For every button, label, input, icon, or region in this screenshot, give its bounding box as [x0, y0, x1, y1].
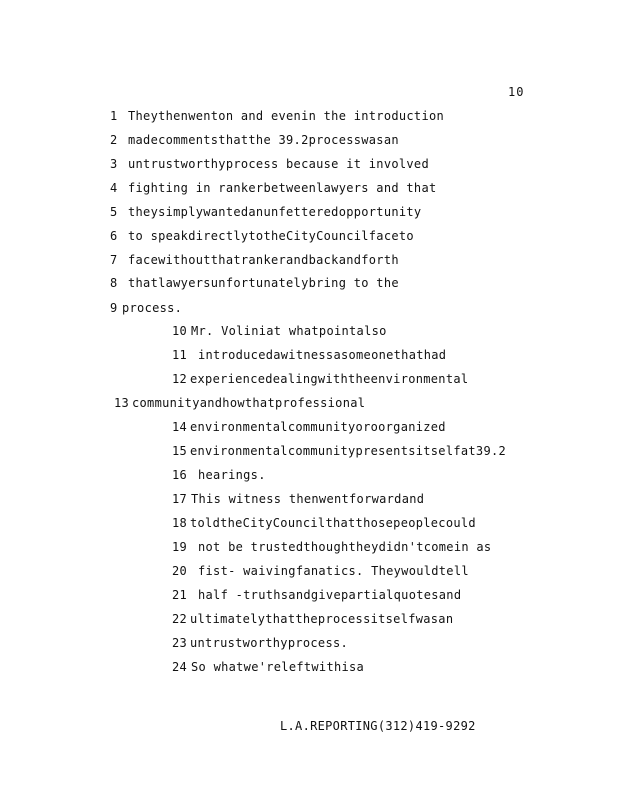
transcript-line — [172, 492, 424, 506]
line-text: half -truthsandgivepartialquotesand — [198, 588, 462, 602]
line-number: 1 — [110, 109, 118, 123]
line-number: 16 — [172, 468, 188, 482]
line-number: 13 — [114, 396, 130, 410]
line-text: environmentalcommunitypresentsitselfat39.2 — [190, 444, 507, 458]
transcript-line — [110, 157, 429, 171]
line-text: So whatwe'releftwithisa — [191, 660, 365, 674]
line-text: environmentalcommunityoroorganized — [190, 420, 446, 434]
line-text: ultimatelythattheprocessitselfwasan — [190, 612, 454, 626]
line-number: 24 — [172, 660, 188, 674]
transcript-line — [110, 205, 421, 219]
transcript-line — [172, 660, 364, 674]
transcript-line — [172, 564, 469, 578]
transcript-line — [110, 253, 399, 267]
line-number: 7 — [110, 253, 118, 267]
line-number: 23 — [172, 636, 188, 650]
line-number: 15 — [172, 444, 188, 458]
line-number: 3 — [110, 157, 118, 171]
line-text: to speakdirectlytotheCityCouncilfaceto — [128, 229, 414, 243]
line-text: hearings. — [198, 468, 266, 482]
transcript-line — [110, 229, 414, 243]
transcript-line — [110, 276, 399, 290]
line-number: 8 — [110, 276, 118, 290]
line-number: 18 — [172, 516, 188, 530]
line-number: 20 — [172, 564, 188, 578]
line-text: communityandhowthatprofessional — [132, 396, 366, 410]
line-text: untrustworthyprocess because it involved — [128, 157, 429, 171]
transcript-line — [172, 324, 387, 338]
line-text: This witness thenwentforwardand — [191, 492, 425, 506]
line-number: 22 — [172, 612, 188, 626]
transcript-line — [172, 468, 266, 482]
page-number: 10 — [508, 85, 525, 99]
line-text: toldtheCityCouncilthatthosepeoplecould — [190, 516, 476, 530]
transcript-line — [172, 636, 348, 650]
line-text: theysimplywantedanunfetteredopportunity — [128, 205, 422, 219]
transcript-line — [110, 181, 437, 195]
line-text: process. — [122, 301, 183, 315]
line-text: Mr. Voliniat whatpointalso — [191, 324, 387, 338]
line-number: 14 — [172, 420, 188, 434]
reporter-footer: L.A.REPORTING(312)419-9292 — [280, 719, 476, 733]
line-number: 4 — [110, 181, 118, 195]
line-text: untrustworthyprocess. — [190, 636, 349, 650]
line-number: 17 — [172, 492, 188, 506]
line-number: 9 — [110, 301, 118, 315]
line-number: 11 — [172, 348, 188, 362]
transcript-line — [172, 420, 446, 434]
line-number: 6 — [110, 229, 118, 243]
line-number: 19 — [172, 540, 188, 554]
line-number: 5 — [110, 205, 118, 219]
transcript-line — [172, 444, 506, 458]
transcript-line — [114, 396, 365, 410]
transcript-line — [172, 348, 446, 362]
line-text: madecommentsthatthe 39.2processwasan — [128, 133, 399, 147]
transcript-line — [110, 133, 399, 147]
line-text: introducedawitnessasomeonethathad — [198, 348, 447, 362]
line-text: Theythenwenton and evenin the introduction — [128, 109, 445, 123]
transcript-line — [172, 588, 461, 602]
line-text: thatlawyersunfortunatelybring to the — [128, 276, 399, 290]
transcript-line — [110, 109, 444, 123]
line-text: not be trustedthoughtheydidn'tcomein as — [198, 540, 492, 554]
line-number: 21 — [172, 588, 188, 602]
line-number: 12 — [172, 372, 188, 386]
line-text: fist- waivingfanatics. Theywouldtell — [198, 564, 469, 578]
line-text: experiencedealingwiththeenvironmental — [190, 372, 469, 386]
line-text: facewithoutthatrankerandbackandforth — [128, 253, 399, 267]
transcript-line — [172, 612, 453, 626]
transcript-line — [172, 372, 468, 386]
line-number: 10 — [172, 324, 188, 338]
line-number: 2 — [110, 133, 118, 147]
transcript-line — [110, 301, 182, 315]
transcript-line — [172, 540, 491, 554]
line-text: fighting in rankerbetweenlawyers and that — [128, 181, 437, 195]
transcript-line — [172, 516, 476, 530]
